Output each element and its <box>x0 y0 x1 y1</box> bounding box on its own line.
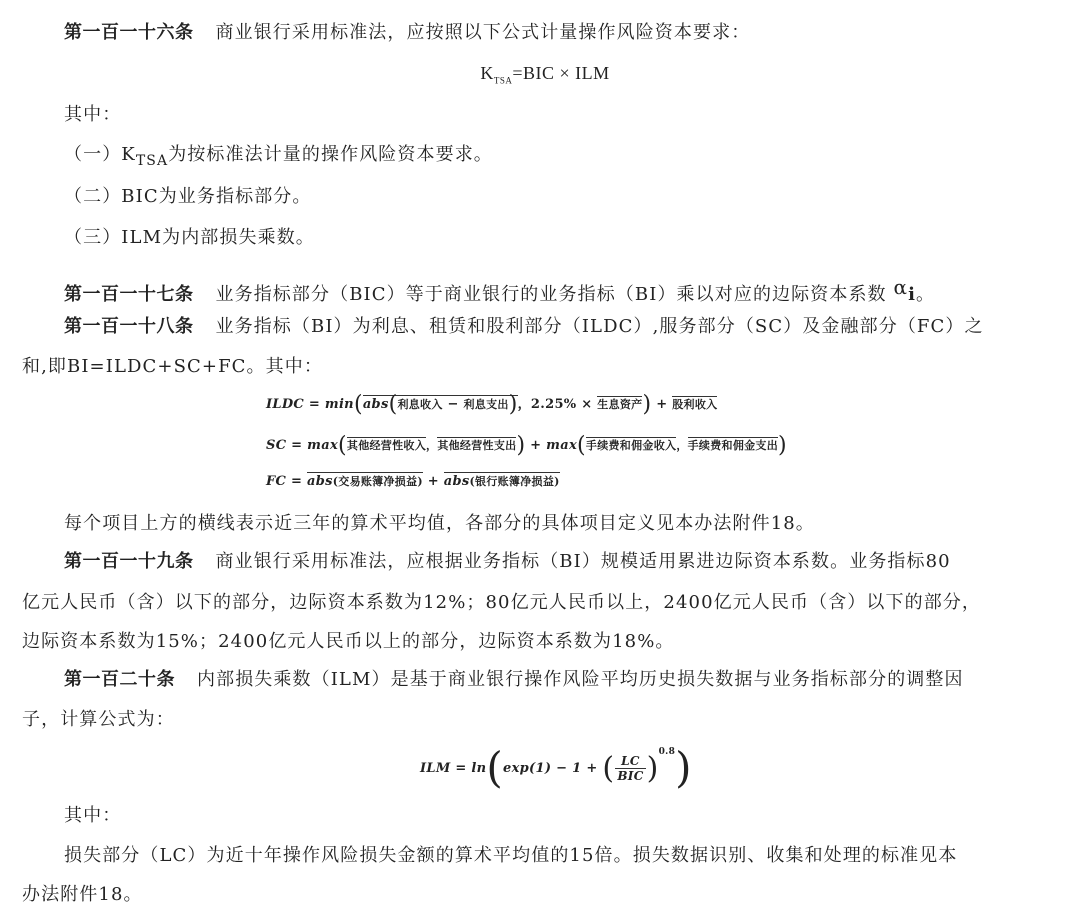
article-116-text: 商业银行采用标准法，应按照以下公式计量操作风险资本要求： <box>215 22 751 43</box>
sc-formula: SC = max(其他经营性收入，其他经营性支出) + max(手续费和佣金收入，手续费和佣金支出) <box>266 433 787 458</box>
article-116-where: 其中： <box>64 104 122 125</box>
article-120-line-1: 第一百二十条 内部损失乘数（ILM）是基于商业银行操作风险平均历史损失数据与业务指标部分的调整因 <box>64 669 964 690</box>
article-118-line-2: 和,即BI=ILDC+SC+FC。其中： <box>22 356 323 377</box>
article-119-title: 第一百一十九条 <box>64 551 194 572</box>
article-118-title: 第一百一十八条 <box>64 316 194 337</box>
article-117-title: 第一百一十七条 <box>64 284 194 305</box>
article-116-item-1: （一）$K_{TSA}$为按标准法计量的操作风险资本要求。 <box>64 144 493 169</box>
article-116-heading <box>0 21 1090 45</box>
article-120-where: 其中： <box>64 805 122 826</box>
ilm-formula: ILM = ln(exp(1) − 1 + ( $\frac{LC}{\text{BIC}}$ )$^{0.8}$) <box>420 743 692 792</box>
article-117-text: 业务指标部分（BIC）等于商业银行的业务指标（BI）乘以对应的边际资本系数 <box>215 284 887 305</box>
fc-formula: FC = abs(交易账簿净损益) + abs(银行账簿净损益) <box>266 474 560 489</box>
ktsa-formula: $K_{TSA}=BIC$ × ILM <box>480 63 610 86</box>
article-116-item-2: （二）BIC为业务指标部分。 <box>64 186 312 207</box>
article-120-line-4: 办法附件18。 <box>22 884 143 905</box>
alpha-symbol: α <box>893 275 909 299</box>
article-120-line-2: 子，计算公式为： <box>22 709 175 730</box>
article-116-title: 第一百一十六条 <box>64 22 194 43</box>
article-118-line-1 <box>0 315 1090 339</box>
article-119-line-1: 第一百一十九条 商业银行采用标准法，应根据业务指标（BI）规模适用累进边际资本系数。业务指标80 <box>64 551 951 572</box>
article-120-title: 第一百二十条 <box>64 669 175 690</box>
article-116-item-3: （三）ILM为内部损失乘数。 <box>64 227 315 248</box>
article-118-note: 每个项目上方的横线表示近三年的算术平均值，各部分的具体项目定义见本办法附件18。 <box>64 513 815 534</box>
lc-over-bic-fraction: $\frac{LC}{\text{BIC}}$ <box>617 754 644 783</box>
article-118-text-1: 业务指标（BI）为利息、租赁和股利部分（ILDC）,服务部分（SC）及金融部分（FC）之 <box>215 316 984 337</box>
article-119-line-2: 亿元人民币（含）以下的部分，边际资本系数为12%；80亿元人民币以上，2400亿元人民币（含）以下的部分， <box>22 592 982 613</box>
article-119-line-3: 边际资本系数为15%；2400亿元人民币以上的部分，边际资本系数为18%。 <box>22 631 675 652</box>
article-120-line-3: 损失部分（LC）为近十年操作风险损失金额的算术平均值的15倍。损失数据识别、收集和处理的标准见本 <box>64 845 958 866</box>
ildc-formula: ILDC = min(abs(利息收入 − 利息支出)，2.25% × 生息资产) + 股利收入 <box>266 392 718 417</box>
article-117: 第一百一十七条 业务指标部分（BIC）等于商业银行的业务指标（BI）乘以对应的边际资本系数 αi。 <box>64 275 936 305</box>
